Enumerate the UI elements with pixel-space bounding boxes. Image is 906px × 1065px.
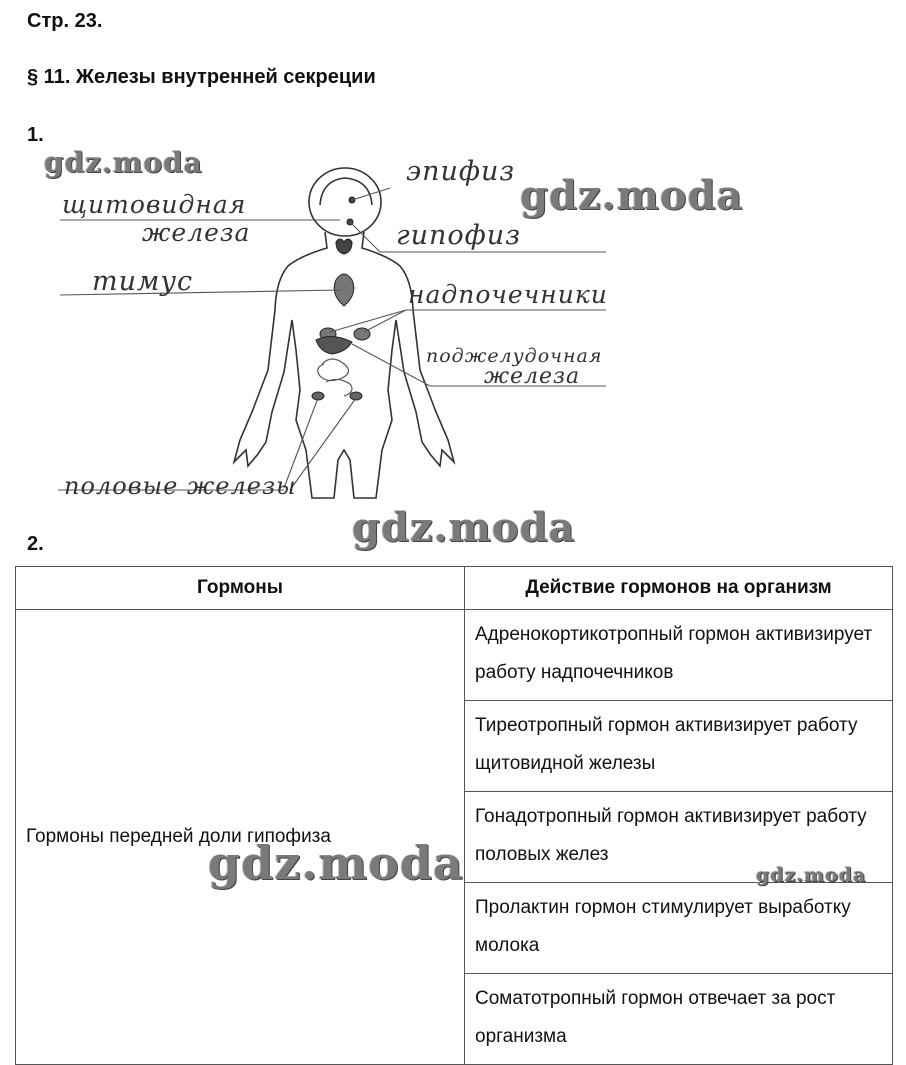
page-number: Стр. 23. [27, 10, 103, 32]
hormone-group-cell: Гормоны передней доли гипофиза [16, 610, 465, 1065]
hormone-action-cell: Соматотропный гормон отвечает за рост организма [465, 974, 893, 1065]
label-pancreas-2: железа [484, 364, 581, 389]
label-thyroid-2: железа [142, 218, 251, 247]
hormones-table [15, 566, 893, 1065]
label-pancreas-1: поджелудочная [426, 345, 603, 367]
intestines-sketch [318, 359, 352, 396]
table-header-row [16, 567, 893, 610]
header-action: Действие гормонов на организм [465, 567, 893, 610]
table-row [16, 610, 893, 701]
label-pituitary: гипофиз [396, 220, 521, 251]
hormone-action-cell: Гонадотропный гормон активизирует работу половых желез [465, 792, 893, 883]
watermark: gdz.moda [520, 172, 744, 219]
label-thyroid-1: щитовидная [62, 190, 247, 219]
hormone-action-cell: Тиреотропный гормон активизирует работу щитовидной железы [465, 701, 893, 792]
leader-adrenals-2 [364, 310, 406, 332]
label-thymus: тимус [92, 266, 194, 297]
brain-outline [320, 178, 372, 205]
hormone-action-cell: Пролактин гормон стимулирует выработку молока [465, 883, 893, 974]
watermark: gdz.moda [352, 504, 576, 551]
task-1-number: 1. [27, 124, 44, 146]
header-hormones: Гормоны [16, 567, 465, 610]
watermark: gdz.moda [756, 864, 867, 886]
leader-pituitary [350, 222, 380, 252]
pancreas-mark [316, 336, 352, 354]
hormone-action-cell: Адренокортикотропный гормон активизирует работу надпочечников [465, 610, 893, 701]
leader-gonads-2 [290, 398, 356, 490]
label-epiphysis: эпифиз [406, 156, 516, 187]
label-adrenals: надпочечники [408, 280, 608, 309]
body-outline [234, 232, 454, 498]
watermark: gdz.moda [44, 146, 203, 179]
task-2-number: 2. [27, 533, 44, 555]
section-title: § 11. Железы внутренней секреции [27, 66, 376, 88]
watermark: gdz.moda [208, 836, 464, 890]
label-gonads: половые железы [64, 472, 297, 500]
thyroid-mark [336, 239, 352, 254]
